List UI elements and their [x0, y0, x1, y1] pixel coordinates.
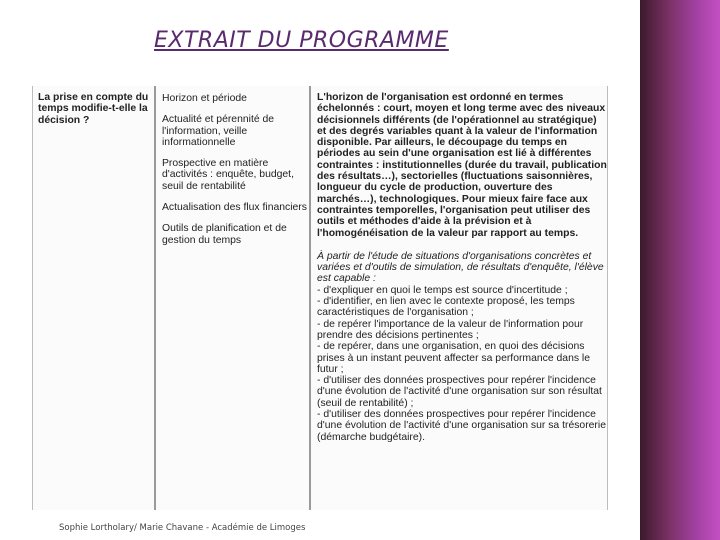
footer-credit: Sophie Lortholary/ Marie Chavane - Académie de Limoges: [59, 523, 306, 533]
list-item: - de repérer l'importance de la valeur de l'information pour prendre des décisions pertinentes ;: [317, 318, 584, 341]
list-item: - de repérer, dans une organisation, en quoi des décisions prises à un instant peuvent affecter sa performance dans le futur ;: [317, 341, 591, 375]
column-content: [311, 86, 607, 510]
notion-item: Actualisation des flux financiers: [162, 202, 307, 214]
slide-title: EXTRAIT DU PROGRAMME: [154, 28, 449, 53]
content-intro: À partir de l'étude de situations d'organisations concrètes et variées et d'outils de simulation, de résultats d'enquête, l'élève est capable :: [317, 250, 604, 285]
list-item: - d'identifier, en lien avec le contexte proposé, les temps caractéristiques de l'organisation ;: [317, 296, 575, 319]
list-item: - d'expliquer en quoi le temps est source d'incertitude ;: [317, 284, 568, 296]
capabilities-list: [317, 285, 607, 443]
notion-item: Outils de planification et de gestion du temps: [162, 223, 287, 246]
list-item: - d'utiliser des données prospectives pour repérer l'incidence d'une évolution de l'activité d'une organisation sur sa trésorerie (démarche budgétaire).: [317, 409, 606, 443]
notion-item: Horizon et période: [162, 93, 247, 104]
decorative-sidebar: [640, 0, 720, 540]
program-table: [32, 86, 608, 510]
column-question: [33, 86, 156, 510]
notion-item: Prospective en matière d'activités : enquête, budget, seuil de rentabilité: [162, 158, 294, 192]
notion-item: Actualité et pérennité de l'information, veille informationnelle: [162, 114, 275, 148]
list-item: - d'utiliser des données prospectives pour repérer l'incidence d'une évolution de l'activité d'une organisation sur son résultat (seuil de rentabilité) ;: [317, 375, 602, 409]
column-notions: [156, 86, 311, 510]
question-text: La prise en compte du temps modifie-t-elle la décision ?: [38, 92, 149, 126]
content-context: L'horizon de l'organisation est ordonné en termes échelonnés : court, moyen et long terme avec des niveaux décisionnels différents (de l'opérationnel au stratégique) et des degrés variables quant à la valeur de l'information disponible. Par ailleurs, le découpage du temps en périodes au sein d'une organisation est lié à différentes contraintes : institutionnelles (durée du travail, publication des résultats…), sectorielles (fluctuations saisonnières, longueur du cycle de production, ouverture des marchés…), technologiques. Pour mieux faire face aux contraintes temporelles, l'organisation peut utiliser des outils et méthodes d'aide à la prévision et à l'homogénéisation de la valeur par rapport au temps.: [317, 92, 607, 239]
